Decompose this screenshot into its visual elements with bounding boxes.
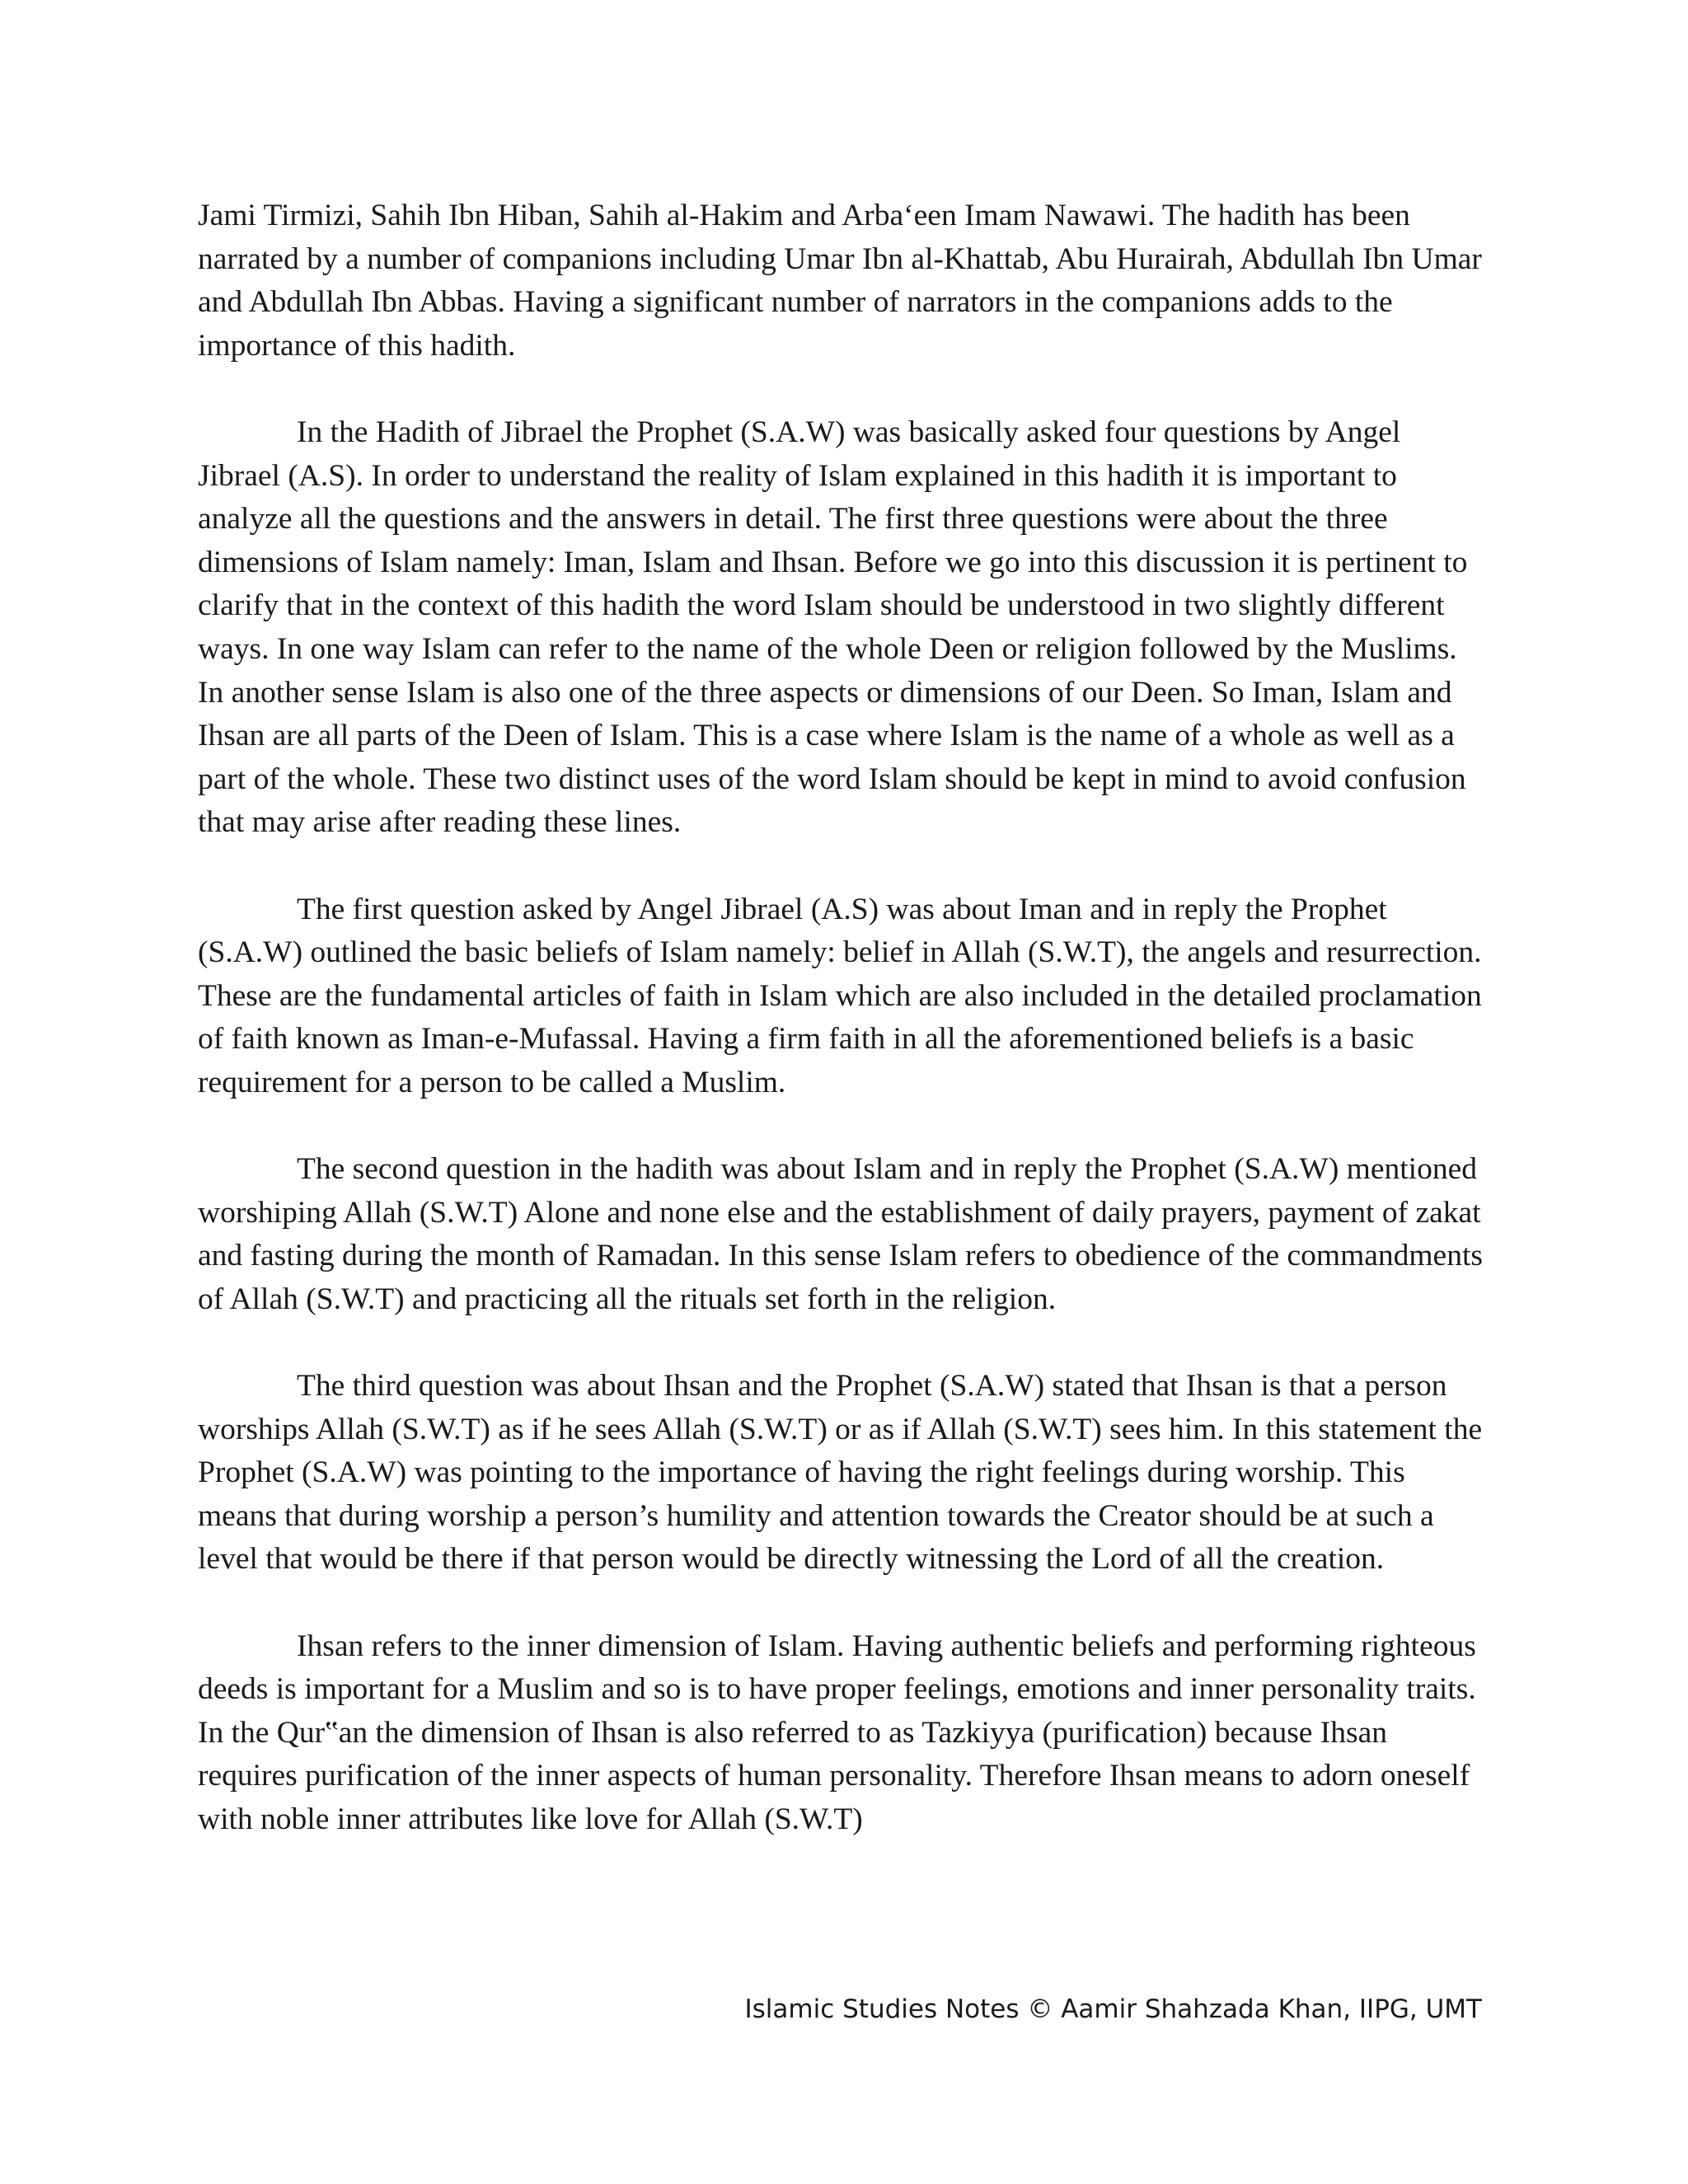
paragraph-1: Jami Tirmizi, Sahih Ibn Hiban, Sahih al-Hakim and Arba‘een Imam Nawawi. The hadith has been narrated by a number of companions including Umar Ibn al-Khattab, Abu Hurairah, Abdullah Ibn Umar and Abdullah Ibn Abbas. Having a significant number of narrators in the companions adds to the importance of this hadith. — [198, 199, 1482, 363]
paragraph-2: In the Hadith of Jibrael the Prophet (S.A.W) was basically asked four questions by Angel Jibrael (A.S). In order to understand the reality of Islam explained in this hadith it is important to analyze all the questions and the answers in detail. The first three questions were about the three dimensions of Islam namely: Iman, Islam and Ihsan. Before we go into this discussion it is pertinent to clarify that in the context of this hadith the word Islam should be understood in two slightly different ways. In one way Islam can refer to the name of the whole Deen or religion followed by the Muslims. In another sense Islam is also one of the three aspects or dimensions of our Deen. So Iman, Islam and Ihsan are all parts of the Deen of Islam. This is a case where Islam is the name of a whole as well as a part of the whole. These two distinct uses of the word Islam should be kept in mind to avoid confusion that may arise after reading these lines. — [198, 415, 1468, 840]
paragraph-3: The first question asked by Angel Jibrael (A.S) was about Iman and in reply the Prophet (S.A.W) outlined the basic beliefs of Islam namely: belief in Allah (S.W.T), the angels and resurrection. These are the fundamental articles of faith in Islam which are also included in the detailed proclamation of faith known as Iman-e-Mufassal. Having a firm faith in all the aforementioned beliefs is a basic requirement for a person to be called a Muslim. — [198, 892, 1482, 1099]
paragraph-4: The second question in the hadith was about Islam and in reply the Prophet (S.A.W) mentioned worshiping Allah (S.W.T) Alone and none else and the establishment of daily prayers, payment of zakat and fasting during the month of Ramadan. In this sense Islam refers to obedience of the commandments of Allah (S.W.T) and practicing all the rituals set forth in the religion. — [198, 1152, 1483, 1316]
page-footer: Islamic Studies Notes © Aamir Shahzada Khan, IIPG, UMT — [744, 1994, 1482, 2024]
paragraph-6: Ihsan refers to the inner dimension of Islam. Having authentic beliefs and performing righteous deeds is important for a Muslim and so is to have proper feelings, emotions and inner personality traits. In the Qur‟an the dimension of Ihsan is also referred to as Tazkiyya (purification) because Ihsan requires purification of the inner aspects of human personality. Therefore Ihsan means to adorn oneself with noble inner attributes like love for Allah (S.W.T) — [198, 1629, 1476, 1836]
body-text — [198, 194, 1484, 1885]
paragraph-5: The third question was about Ihsan and the Prophet (S.A.W) stated that Ihsan is that a person worships Allah (S.W.T) as if he sees Allah (S.W.T) or as if Allah (S.W.T) sees him. In this statement the Prophet (S.A.W) was pointing to the importance of having the right feelings during worship. This means that during worship a person’s humility and attention towards the Creator should be at such a level that would be there if that person would be directly witnessing the Lord of all the creation. — [198, 1369, 1483, 1577]
